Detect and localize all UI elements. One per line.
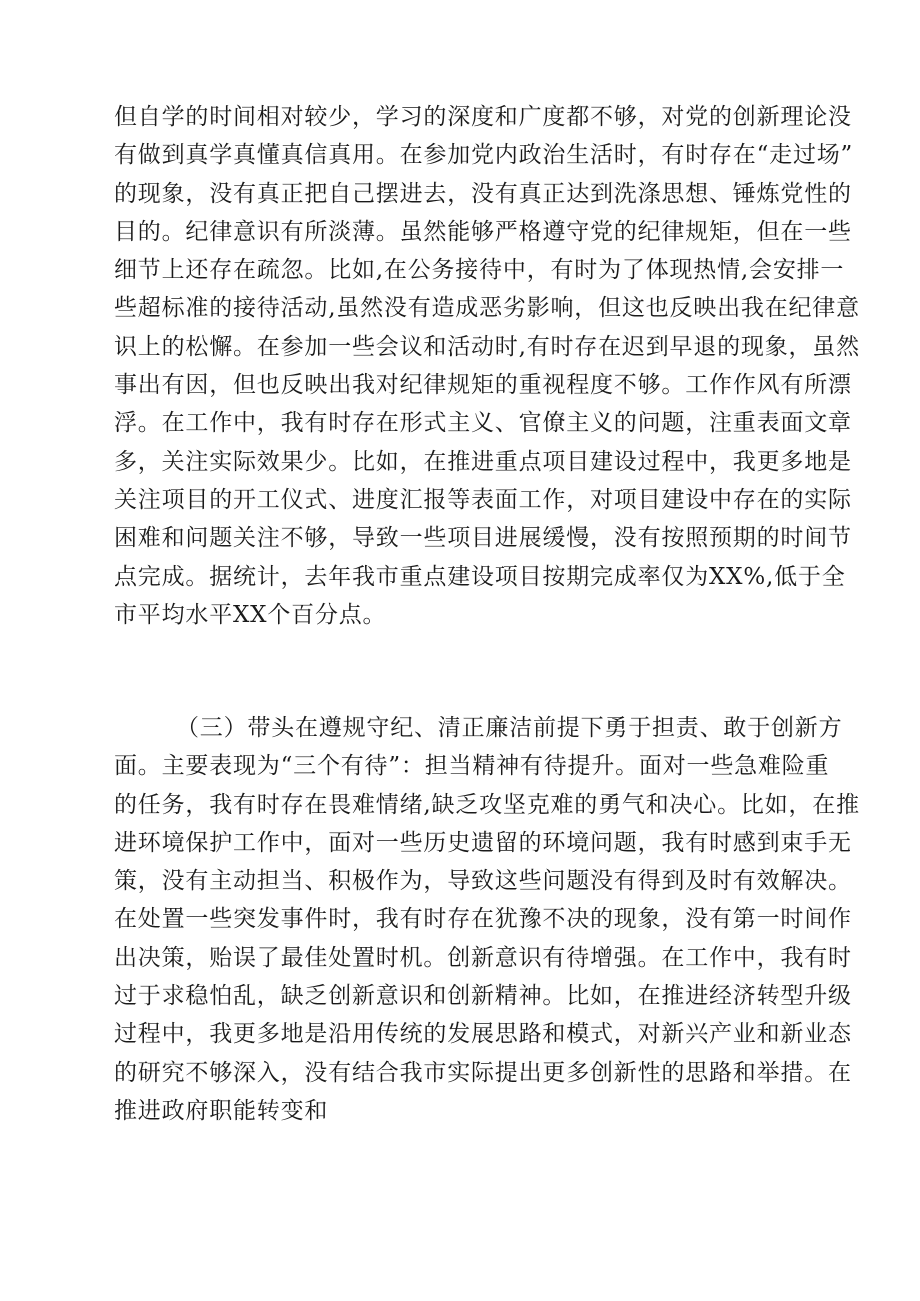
text-line: 些超标准的接待活动,虽然没有造成恶劣影响，但这也反映出我在纪律意 <box>114 295 860 322</box>
text-line: 但自学的时间相对较少，学习的深度和广度都不够，对党的创新理论没 <box>114 104 852 130</box>
text-line: 的现象，没有真正把自己摆进去，没有真正达到洗涤思想、锤炼党性的 <box>114 180 852 207</box>
section-heading-line: （三）带头在遵规守纪、清正廉洁前提下勇于担责、敢于创新方 <box>176 715 843 741</box>
text-line: 过程中，我更多地是沿用传统的发展思路和模式，对新兴产业和新业态 <box>114 1021 852 1048</box>
text-line: 出决策，贻误了最佳处置时机。创新意识有待增强。在工作中，我有时 <box>114 944 852 971</box>
text-line: 细节上还存在疏忽。比如,在公务接待中，有时为了体现热情,会安排一 <box>114 257 845 284</box>
text-line: 过于求稳怕乱，缺乏创新意识和创新精神。比如，在推进经济转型升级 <box>114 983 852 1010</box>
text-line: 在处置一些突发事件时，我有时存在犹豫不决的现象，没有第一时间作 <box>114 906 852 933</box>
text-line: 的研究不够深入，没有结合我市实际提出更多创新性的思路和举措。在 <box>114 1059 852 1086</box>
text-line: 策，没有主动担当、积极作为，导致这些问题没有得到及时有效解决。 <box>114 868 852 895</box>
text-line: 有做到真学真懂真信真用。在参加党内政治生活时，有时存在“走过场” <box>114 142 854 169</box>
text-line: 市平均水平XX个百分点。 <box>114 601 387 628</box>
text-line: 多，关注实际效果少。比如，在推进重点项目建设过程中，我更多地是 <box>114 448 852 475</box>
text-line: 浮。在工作中，我有时存在形式主义、官僚主义的问题，注重表面文章 <box>114 410 852 437</box>
body-paragraph-2 <box>114 709 860 1130</box>
text-line: 目的。纪律意识有所淡薄。虽然能够严格遵守党的纪律规矩，但在一些 <box>114 218 852 245</box>
text-line: 面。主要表现为“三个有待”：担当精神有待提升。面对一些急难险重 <box>114 753 830 780</box>
text-line: 识上的松懈。在参加一些会议和活动时,有时存在迟到早退的现象，虽然 <box>114 333 860 360</box>
text-line: 关注项目的开工仪式、进度汇报等表面工作，对项目建设中存在的实际 <box>114 486 852 513</box>
text-line: 困难和问题关注不够，导致一些项目进展缓慢，没有按照预期的时间节 <box>114 525 852 552</box>
text-line: 的任务，我有时存在畏难情绪,缺乏攻坚克难的勇气和决心。比如，在推 <box>114 791 860 818</box>
text-line: 点完成。据统计，去年我市重点建设项目按期完成率仅为XX%,低于全 <box>114 563 846 590</box>
text-line: 推进政府职能转变和 <box>114 1097 329 1124</box>
text-line: 进环境保护工作中，面对一些历史遗留的环境问题，我有时感到束手无 <box>114 829 852 856</box>
body-paragraph-1 <box>114 98 860 634</box>
text-line: 事出有因，但也反映出我对纪律规矩的重视程度不够。工作作风有所漂 <box>114 372 852 399</box>
